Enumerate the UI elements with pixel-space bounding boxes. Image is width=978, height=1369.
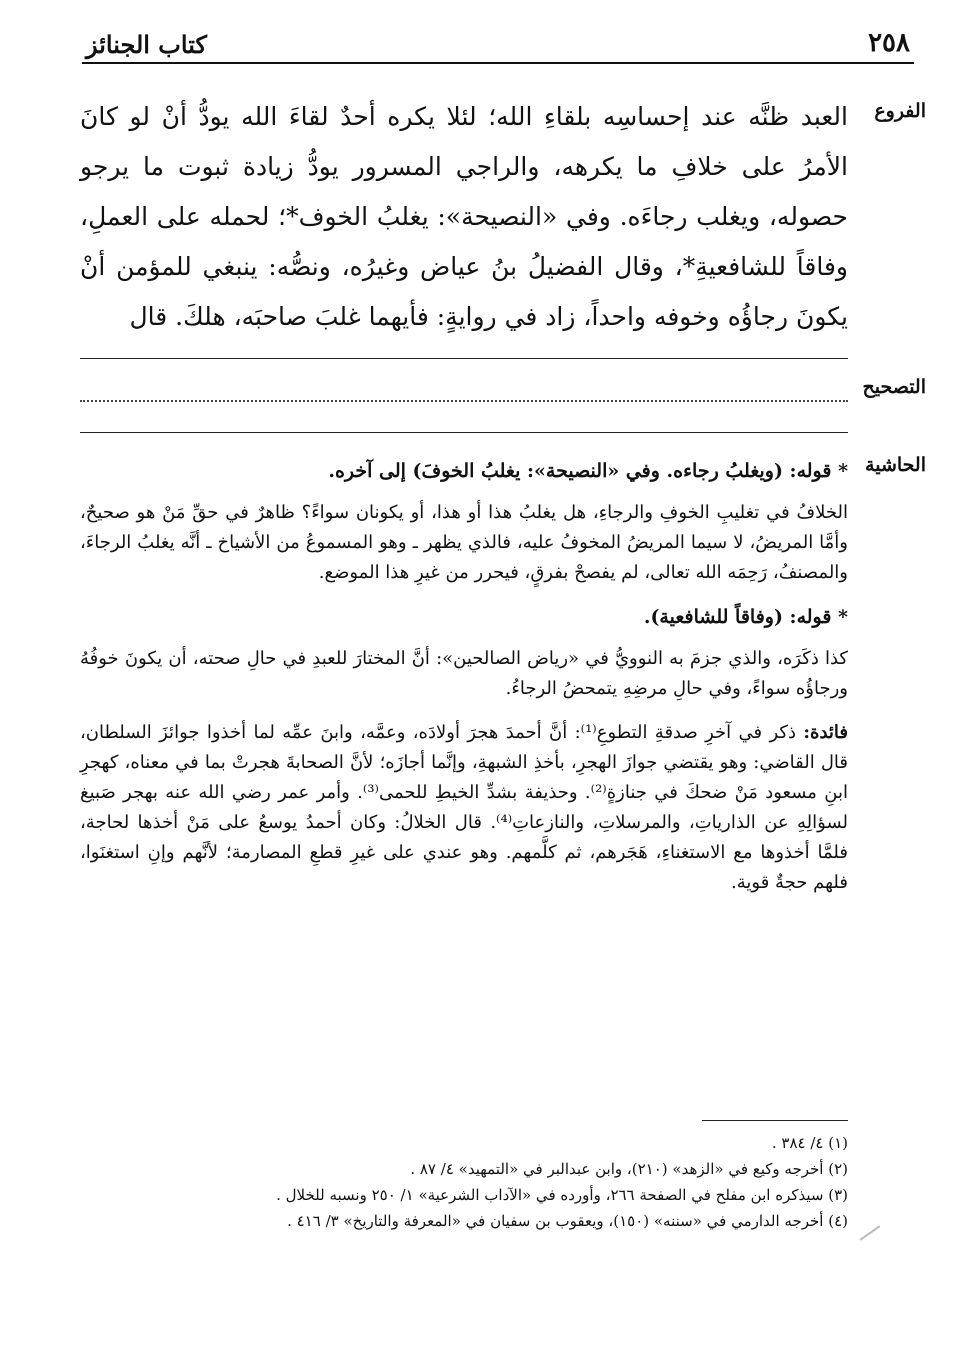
commentary-paragraph: الخلافُ في تغليبِ الخوفِ والرجاءِ، هل يغلبُ هذا أو هذا، أو يكونان سواءً؟ ظاهرٌ في حقِّ مَنْ هو صحيحٌ، وأمَّا المريضُ، لا سيما المريضُ المخوفُ عليه، فالذي يظهر ـ وهو المسموعُ من الأشياخ ـ أنَّه يغلبُ الرجاءَ، والمصنفُ، رَحِمَه الله تعالى، لم يفصحْ بفرقٍ، فيحرر من غيرِ هذا الموضع.	[80, 502, 848, 583]
page-header	[82, 28, 914, 64]
faida-paragraph	[80, 718, 848, 898]
commentary-heading: * قوله: (ويغلبُ رجاءه. وفي «النصيحة»: يغلبُ الخوفَ) إلى آخره.	[328, 460, 848, 482]
hashiya-label: الحاشية	[865, 454, 926, 476]
section-divider	[80, 358, 848, 359]
section-divider	[80, 432, 848, 433]
tashih-dotted-line	[80, 380, 848, 402]
tashih-label: التصحيح	[862, 376, 926, 398]
hashiya-section	[80, 456, 848, 912]
footnote: (١) ٤/ ٣٨٤ .	[771, 1134, 848, 1152]
faida-text: ذكر في آخرِ صدقةِ التطوعِ⁽¹⁾: أنَّ أحمدَ هجرَ أولادَه، وعمَّه، وابنَ عمِّه لما أخذوا جوائزَ السلطان، قال القاضي: وهو يقتضي جوازَ الهجرِ، بأخذِ الشبهةِ، وإنَّما أجازَه؛ لأنَّ الصحابةَ هجرتْ بما في معناه، كهجرِ ابنِ مسعود مَنْ ضحكَ في جنازةٍ⁽²⁾. وحذيفة بشدِّ الخيطِ للحمى⁽³⁾. وأمر عمر رضي الله عنه بهجر صَبيغ لسؤالِهِ عن الذارياتِ، والمرسلاتِ، والنازعاتِ⁽⁴⁾. قال الخلالُ: وكان أحمدُ يوسعُ على مَنْ أخذها لحاجة، فلمَّا أخذوها مع الاستغناءِ، هَجَرهم، ثم كلَّمهم. وهو عندي على غيرِ قطعِ المصارمة؛ لأنَّهم وإنِ استغنَوا، فلهم حجةٌ قوية.	[80, 722, 848, 893]
footnote: (٢) أخرجه وكيع في «الزهد» (٢١٠)، وابن عبدالبر في «التمهيد» ٤/ ٨٧ .	[410, 1160, 848, 1178]
page-number: ٢٥٨	[868, 28, 910, 58]
main-text: العبد ظنَّه عند إحساسِه بلقاءِ الله؛ لئلا يكره أحدٌ لقاءَ الله يودُّ أنْ لو كانَ الأمرُ على خلافِ ما يكرهه، والراجي المسرور يودُّ زيادة ثبوت ما يرجو حصوله، ويغلب رجاءَه. وفي «النصيحة»: يغلبُ الخوف*؛ لحمله على العملِ، وفاقاً للشافعيةِ*، وقال الفضيلُ بنُ عياض وغيرُه، ونصُّه: ينبغي للمؤمن أنْ يكونَ رجاؤُه وخوفه واحداً، زاد في روايةٍ: فأيهما غلبَ صاحبَه، هلكَ. قال	[80, 102, 848, 331]
book-title: كتاب الجنائز	[86, 30, 207, 59]
footnotes	[80, 1130, 848, 1234]
commentary-heading: * قوله: (وفاقاً للشافعية).	[643, 606, 848, 628]
commentary-paragraph: كذا ذكَرَه، والذي جزمَ به النوويُّ في «رياض الصالحين»: أنَّ المختارَ للعبدِ في حالِ صحته، أن يكونَ خوفُهُ ورجاؤُه سواءً، وفي حالِ مرضِهِ يتمحضُ الرجاءُ.	[80, 648, 848, 699]
footnote: (٣) سيذكره ابن مفلح في الصفحة ٢٦٦، وأورده في «الآداب الشرعية» ١/ ٢٥٠ ونسبه للخلال .	[276, 1186, 848, 1204]
furu-label: الفروع	[874, 100, 926, 122]
footnote-divider	[702, 1120, 848, 1121]
scan-mark	[860, 1225, 881, 1240]
faida-label: فائدة:	[803, 722, 848, 743]
footnote: (٤) أخرجه الدارمي في «سننه» (١٥٠)، ويعقوب بن سفيان في «المعرفة والتاريخ» ٣/ ٤١٦ .	[287, 1212, 848, 1230]
